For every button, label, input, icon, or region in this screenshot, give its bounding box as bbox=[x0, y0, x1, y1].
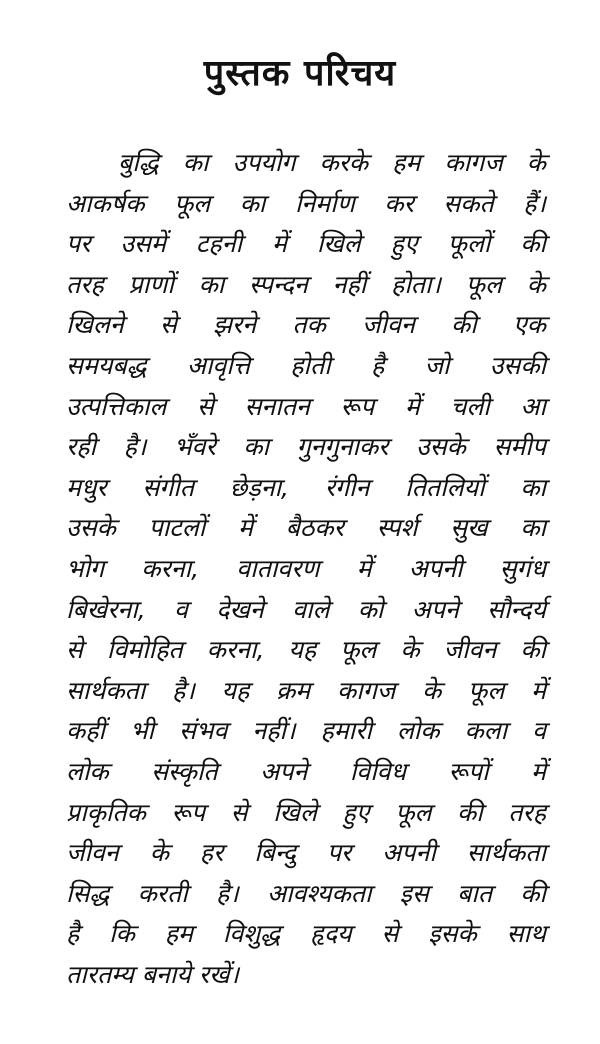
paragraph-line: से विमोहित करना, यह फूल के जीवन की bbox=[66, 635, 546, 665]
paragraph-line: लोक संस्कृति अपने विविध रूपों में bbox=[66, 756, 546, 786]
paragraph-line: आकर्षक फूल का निर्माण कर सकते हैं। bbox=[66, 188, 546, 218]
paragraph-line: प्राकृतिक रूप से खिले हुए फूल की तरह bbox=[66, 797, 546, 827]
paragraph-line: समयबद्ध आवृत्ति होती है जो उसकी bbox=[66, 350, 546, 380]
paragraph-line: बुद्धि का उपयोग करके हम कागज के bbox=[118, 148, 546, 177]
paragraph-line: खिलने से झरने तक जीवन की एक bbox=[66, 310, 546, 340]
paragraph-line: भोग करना, वातावरण में अपनी सुगंध bbox=[66, 553, 546, 583]
paragraph-line: पर उसमें टहनी में खिले हुए फूलों की bbox=[66, 229, 546, 259]
paragraph-line: तरह प्राणों का स्पन्दन नहीं होता। फूल के bbox=[66, 269, 546, 299]
paragraph-line: रही है। भँवरे का गुनगुनाकर उसके समीप bbox=[66, 432, 546, 462]
paragraph-line: उसके पाटलों में बैठकर स्पर्श सुख का bbox=[66, 513, 546, 543]
paragraph-line: मधुर संगीत छेड़ना, रंगीन तितलियों का bbox=[66, 472, 546, 502]
paragraph-line: सिद्ध करती है। आवश्यकता इस बात की bbox=[66, 878, 546, 908]
introduction-paragraph bbox=[66, 143, 546, 995]
paragraph-line: उत्पत्तिकाल से सनातन रूप में चली आ bbox=[66, 391, 546, 421]
paragraph-line: कहीं भी संभव नहीं। हमारी लोक कला व bbox=[66, 716, 546, 746]
page-title: पुस्तक परिचय bbox=[203, 53, 397, 94]
paragraph-line: बिखेरना, व देखने वाले को अपने सौन्दर्य bbox=[66, 594, 546, 624]
paragraph-line: सार्थकता है। यह क्रम कागज के फूल में bbox=[66, 675, 546, 705]
paragraph-line: तारतम्य बनाये रखें। bbox=[66, 959, 239, 989]
paragraph-line: है कि हम विशुद्ध हृदय से इसके साथ bbox=[66, 919, 546, 949]
paragraph-line: जीवन के हर बिन्दु पर अपनी सार्थकता bbox=[66, 838, 546, 868]
